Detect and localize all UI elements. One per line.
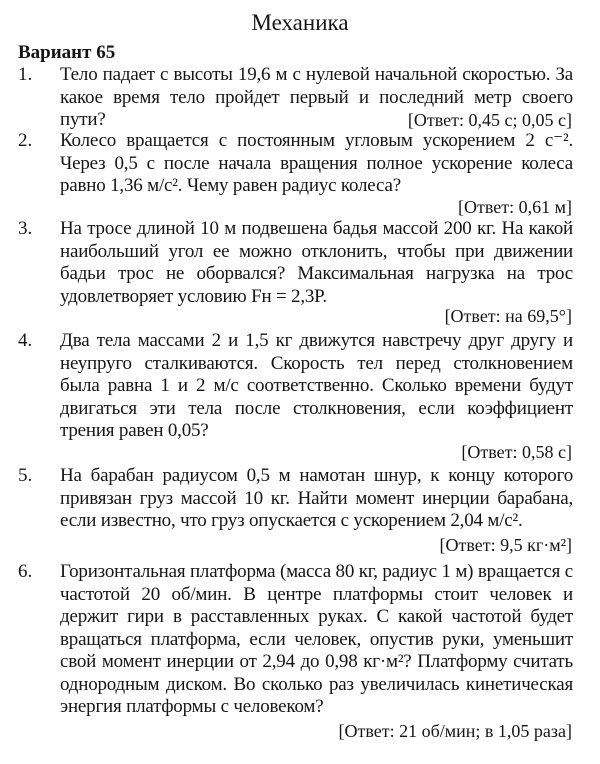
variant-heading: Вариант 65 bbox=[18, 42, 116, 63]
problem-text: Колесо вращается с постоянным угловым ускорением 2 с⁻². Через 0,5 с после начала вращения полное ускорение колеса равно 1,36 м/с². Чему равен радиус колеса? bbox=[60, 130, 573, 196]
problem-answer: [Ответ: 21 об/мин; в 1,05 раза] bbox=[338, 721, 572, 741]
problem-number: 3. bbox=[18, 218, 33, 239]
problem-number: 2. bbox=[18, 130, 33, 151]
problem-number: 6. bbox=[18, 561, 33, 582]
problem-answer: [Ответ: на 69,5°] bbox=[444, 306, 572, 326]
problem-text: На тросе длиной 10 м подвешена бадья массой 200 кг. На какой наибольший угол ее можно отклонить, чтобы при движении бадьи трос не оборвался? Максимальная нагрузка на трос удовлетворяет условию Fн = 2,3P. bbox=[60, 218, 573, 307]
problem-answer: [Ответ: 0,61 м] bbox=[458, 197, 572, 217]
problem-number: 4. bbox=[18, 330, 33, 351]
problem-answer: [Ответ: 0,58 с] bbox=[461, 442, 572, 462]
problem-answer: [Ответ: 9,5 кг·м²] bbox=[439, 535, 572, 555]
problem-text: Горизонтальная платформа (масса 80 кг, радиус 1 м) вращается с частотой 20 об/мин. В центре платформы стоит человек и держит гири в расставленных руках. С какой частотой будет вращаться платформа, если человек, опустив руки, уменьшит свой момент инерции от 2,94 до 0,98 кг·м²? Платформу считать однородным диском. Во сколько раз увеличилась кинетическая энергия платформы с человеком? bbox=[60, 561, 573, 717]
problem-number: 5. bbox=[18, 465, 33, 486]
problem-text: Тело падает с высоты 19,6 м с нулевой начальной скоростью. За какое время тело пройдет первый и последний метр своего пути? bbox=[60, 64, 573, 130]
problem-text: Два тела массами 2 и 1,5 кг движутся навстречу друг другу и неупруго сталкиваются. Скорость тел перед столкновением была равна 1 и 2 м/с соответственно. Сколько времени будут двигаться эти тела после столкновения, если коэффициент трения равен 0,05? bbox=[60, 330, 573, 441]
section-title: Механика bbox=[251, 10, 349, 35]
problem-answer: [Ответ: 0,45 с; 0,05 с] bbox=[407, 110, 572, 130]
problem-text: На барабан радиусом 0,5 м намотан шнур, к концу которого привязан груз массой 10 кг. Найти момент инерции барабана, если известно, что груз опускается с ускорением 2,04 м/с². bbox=[60, 465, 573, 531]
problem-number: 1. bbox=[18, 64, 33, 85]
